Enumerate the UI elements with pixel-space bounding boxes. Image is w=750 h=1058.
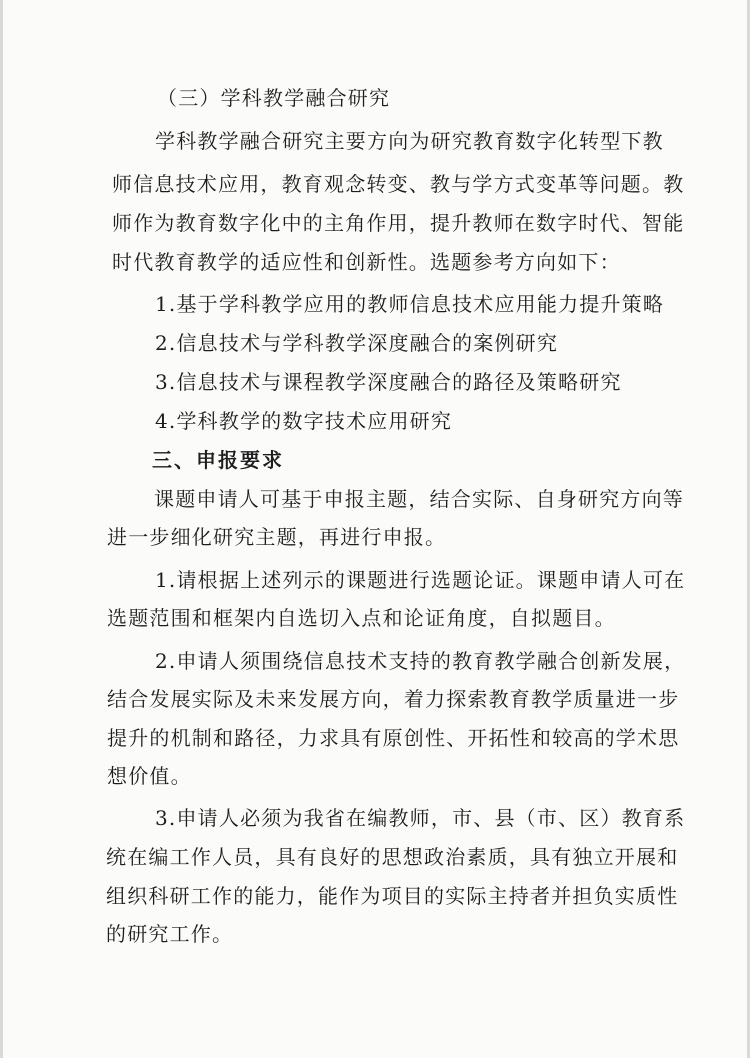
paragraph-line: 提升的机制和路径，力求具有原创性、开拓性和较高的学术思 [107, 726, 680, 750]
paragraph-line: 统在编工作人员，具有良好的思想政治素质，具有独立开展和 [106, 845, 679, 869]
paragraph-line: 的研究工作。 [106, 922, 234, 946]
section-heading-subject-integration: （三）学科教学融合研究 [157, 86, 391, 110]
paragraph-line: 学科教学融合研究主要方向为研究教育数字化转型下教 [155, 129, 664, 153]
list-item: 3.信息技术与课程教学深度融合的路径及策略研究 [155, 370, 622, 394]
list-item: 1.基于学科教学应用的教师信息技术应用能力提升策略 [155, 292, 665, 316]
paragraph-line: 选题范围和框架内自选切入点和论证角度，自拟题目。 [107, 606, 616, 630]
paragraph-line: 结合发展实际及未来发展方向，着力探索教育教学质量进一步 [107, 687, 680, 711]
paragraph-line: 想价值。 [107, 764, 192, 788]
list-item: 2.信息技术与学科教学深度融合的案例研究 [155, 331, 559, 355]
scan-edge-left [0, 0, 3, 1058]
paragraph-line: 进一步细化研究主题，再进行申报。 [107, 525, 447, 549]
paragraph-line: 2.申请人须围绕信息技术支持的教育教学融合创新发展， [155, 649, 686, 673]
paragraph-line: 组织科研工作的能力，能作为项目的实际主持者并担负实质性 [106, 884, 679, 908]
list-item: 4.学科教学的数字技术应用研究 [155, 409, 453, 433]
paragraph-line: 师信息技术应用，教育观念转变、教与学方式变革等问题。教 [112, 172, 685, 196]
paragraph-line: 时代教育教学的适应性和创新性。选题参考方向如下： [112, 250, 621, 274]
section-heading-requirements: 三、申报要求 [152, 448, 284, 472]
paragraph-line: 课题申请人可基于申报主题，结合实际、自身研究方向等 [154, 487, 684, 511]
paragraph-line: 1.请根据上述列示的课题进行选题论证。课题申请人可在 [155, 568, 686, 592]
paragraph-line: 师作为教育数字化中的主角作用，提升教师在数字时代、智能 [112, 211, 685, 235]
paragraph-line: 3.申请人必须为我省在编教师，市、县（市、区）教育系 [155, 806, 686, 830]
